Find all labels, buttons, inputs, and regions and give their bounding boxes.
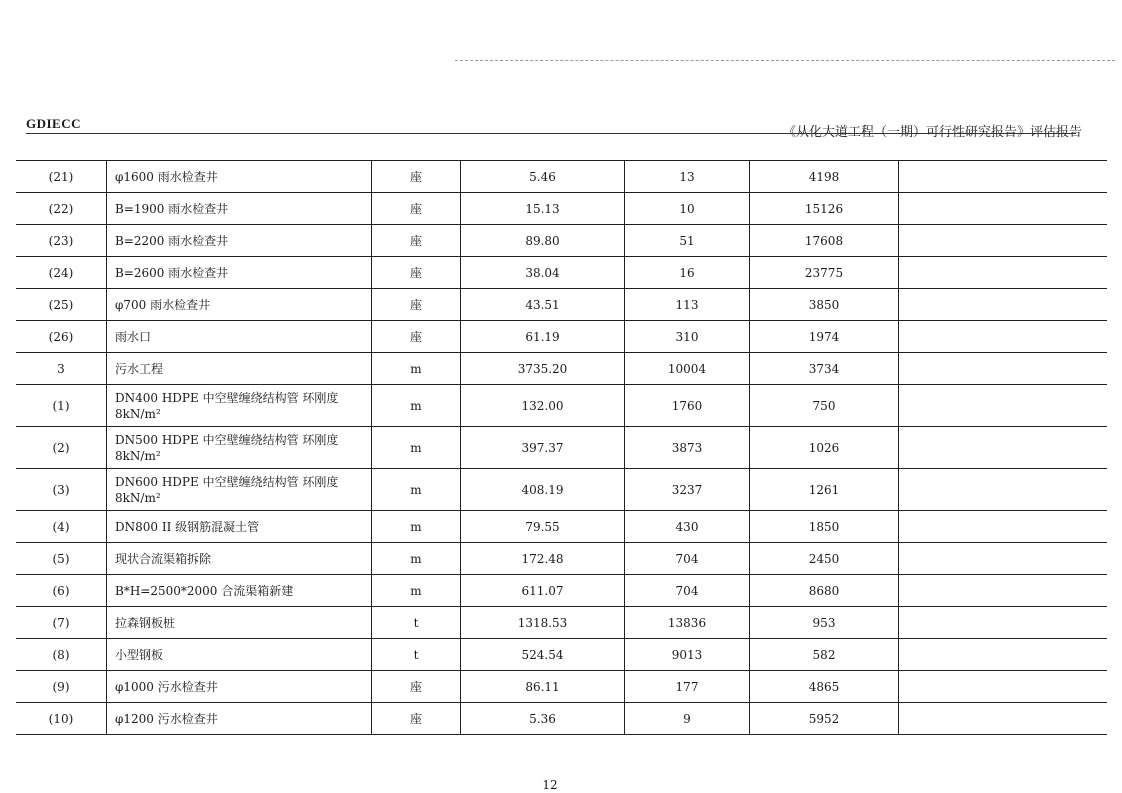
header-report-title: 《从化大道工程（一期）可行性研究报告》评估报告 bbox=[782, 125, 1082, 140]
item-name-cell: 拉森钢板桩 bbox=[107, 607, 372, 639]
unit-price-cell: 2450 bbox=[750, 543, 899, 575]
row-number-cell: (23) bbox=[16, 225, 107, 257]
table-row bbox=[16, 225, 1107, 257]
unit-price-cell: 953 bbox=[750, 607, 899, 639]
item-name-cell: B*H=2500*2000 合流渠箱新建 bbox=[107, 575, 372, 607]
table-row bbox=[16, 671, 1107, 703]
row-number-cell: (26) bbox=[16, 321, 107, 353]
row-number-cell: 3 bbox=[16, 353, 107, 385]
unit-price-cell: 3850 bbox=[750, 289, 899, 321]
header-rule bbox=[26, 133, 1076, 134]
quantity-cell: 113 bbox=[625, 289, 750, 321]
amount-cell: 79.55 bbox=[461, 511, 625, 543]
quantity-cell: 9 bbox=[625, 703, 750, 735]
amount-cell: 15.13 bbox=[461, 193, 625, 225]
row-number-cell: (10) bbox=[16, 703, 107, 735]
note-cell bbox=[899, 511, 1108, 543]
unit-price-cell: 1974 bbox=[750, 321, 899, 353]
table-row bbox=[16, 703, 1107, 735]
quantity-cell: 16 bbox=[625, 257, 750, 289]
item-name-cell: DN600 HDPE 中空壁缠绕结构管 环刚度 8kN/m² bbox=[107, 469, 372, 511]
unit-price-cell: 4865 bbox=[750, 671, 899, 703]
amount-cell: 43.51 bbox=[461, 289, 625, 321]
unit-price-cell: 582 bbox=[750, 639, 899, 671]
item-name-cell: 现状合流渠箱拆除 bbox=[107, 543, 372, 575]
quantity-cell: 177 bbox=[625, 671, 750, 703]
unit-price-cell: 15126 bbox=[750, 193, 899, 225]
quantity-cell: 10004 bbox=[625, 353, 750, 385]
table-row bbox=[16, 469, 1107, 511]
quantity-cell: 3873 bbox=[625, 427, 750, 469]
row-number-cell: (4) bbox=[16, 511, 107, 543]
quantity-cell: 51 bbox=[625, 225, 750, 257]
note-cell bbox=[899, 469, 1108, 511]
amount-cell: 5.46 bbox=[461, 161, 625, 193]
item-name-cell: 小型钢板 bbox=[107, 639, 372, 671]
item-name-cell: B=2200 雨水检查井 bbox=[107, 225, 372, 257]
unit-cell: m bbox=[372, 353, 461, 385]
note-cell bbox=[899, 543, 1108, 575]
unit-price-cell: 1261 bbox=[750, 469, 899, 511]
table-row bbox=[16, 161, 1107, 193]
amount-cell: 89.80 bbox=[461, 225, 625, 257]
note-cell bbox=[899, 607, 1108, 639]
row-number-cell: (3) bbox=[16, 469, 107, 511]
unit-cell: 座 bbox=[372, 703, 461, 735]
unit-cell: 座 bbox=[372, 321, 461, 353]
row-number-cell: (2) bbox=[16, 427, 107, 469]
amount-cell: 3735.20 bbox=[461, 353, 625, 385]
table-row bbox=[16, 427, 1107, 469]
table-row bbox=[16, 607, 1107, 639]
unit-cell: m bbox=[372, 511, 461, 543]
quantity-cell: 704 bbox=[625, 575, 750, 607]
unit-cell: m bbox=[372, 543, 461, 575]
note-cell bbox=[899, 193, 1108, 225]
amount-cell: 1318.53 bbox=[461, 607, 625, 639]
unit-price-cell: 8680 bbox=[750, 575, 899, 607]
item-name-cell: DN500 HDPE 中空壁缠绕结构管 环刚度 8kN/m² bbox=[107, 427, 372, 469]
unit-cell: 座 bbox=[372, 161, 461, 193]
item-name-cell: DN400 HDPE 中空壁缠绕结构管 环刚度 8kN/m² bbox=[107, 385, 372, 427]
note-cell bbox=[899, 639, 1108, 671]
note-cell bbox=[899, 289, 1108, 321]
row-number-cell: (21) bbox=[16, 161, 107, 193]
amount-cell: 397.37 bbox=[461, 427, 625, 469]
amount-cell: 38.04 bbox=[461, 257, 625, 289]
item-name-cell: B=2600 雨水检查井 bbox=[107, 257, 372, 289]
quantity-cell: 1760 bbox=[625, 385, 750, 427]
row-number-cell: (1) bbox=[16, 385, 107, 427]
quantity-cell: 13 bbox=[625, 161, 750, 193]
unit-price-cell: 3734 bbox=[750, 353, 899, 385]
table-row bbox=[16, 257, 1107, 289]
quantity-cell: 9013 bbox=[625, 639, 750, 671]
note-cell bbox=[899, 427, 1108, 469]
table-row bbox=[16, 321, 1107, 353]
row-number-cell: (9) bbox=[16, 671, 107, 703]
page-number: 12 bbox=[542, 778, 558, 792]
item-name-cell: φ1600 雨水检查井 bbox=[107, 161, 372, 193]
quantity-cell: 704 bbox=[625, 543, 750, 575]
note-cell bbox=[899, 671, 1108, 703]
unit-cell: t bbox=[372, 607, 461, 639]
item-name-cell: 污水工程 bbox=[107, 353, 372, 385]
note-cell bbox=[899, 353, 1108, 385]
unit-cell: m bbox=[372, 575, 461, 607]
item-name-cell: φ1200 污水检查井 bbox=[107, 703, 372, 735]
row-number-cell: (25) bbox=[16, 289, 107, 321]
quantity-cell: 430 bbox=[625, 511, 750, 543]
unit-cell: t bbox=[372, 639, 461, 671]
note-cell bbox=[899, 385, 1108, 427]
table-row bbox=[16, 289, 1107, 321]
quantity-cell: 10 bbox=[625, 193, 750, 225]
note-cell bbox=[899, 225, 1108, 257]
unit-cell: 座 bbox=[372, 225, 461, 257]
amount-cell: 611.07 bbox=[461, 575, 625, 607]
item-name-cell: 雨水口 bbox=[107, 321, 372, 353]
unit-cell: 座 bbox=[372, 193, 461, 225]
note-cell bbox=[899, 257, 1108, 289]
cost-table bbox=[16, 160, 1107, 735]
item-name-cell: DN800 II 级钢筋混凝土管 bbox=[107, 511, 372, 543]
amount-cell: 132.00 bbox=[461, 385, 625, 427]
amount-cell: 172.48 bbox=[461, 543, 625, 575]
row-number-cell: (6) bbox=[16, 575, 107, 607]
unit-cell: m bbox=[372, 469, 461, 511]
unit-price-cell: 750 bbox=[750, 385, 899, 427]
unit-price-cell: 5952 bbox=[750, 703, 899, 735]
row-number-cell: (22) bbox=[16, 193, 107, 225]
quantity-cell: 310 bbox=[625, 321, 750, 353]
unit-price-cell: 17608 bbox=[750, 225, 899, 257]
unit-cell: m bbox=[372, 385, 461, 427]
table-row bbox=[16, 193, 1107, 225]
note-cell bbox=[899, 321, 1108, 353]
row-number-cell: (5) bbox=[16, 543, 107, 575]
table-row bbox=[16, 385, 1107, 427]
amount-cell: 408.19 bbox=[461, 469, 625, 511]
note-cell bbox=[899, 161, 1108, 193]
row-number-cell: (8) bbox=[16, 639, 107, 671]
item-name-cell: B=1900 雨水检查井 bbox=[107, 193, 372, 225]
amount-cell: 86.11 bbox=[461, 671, 625, 703]
header-org: GDIECC bbox=[26, 116, 82, 131]
table-row bbox=[16, 575, 1107, 607]
unit-cell: m bbox=[372, 427, 461, 469]
table-row bbox=[16, 511, 1107, 543]
table-row bbox=[16, 353, 1107, 385]
unit-cell: 座 bbox=[372, 671, 461, 703]
cost-table-body bbox=[16, 161, 1107, 735]
note-cell bbox=[899, 703, 1108, 735]
unit-price-cell: 1026 bbox=[750, 427, 899, 469]
amount-cell: 524.54 bbox=[461, 639, 625, 671]
row-number-cell: (7) bbox=[16, 607, 107, 639]
item-name-cell: φ700 雨水检查井 bbox=[107, 289, 372, 321]
unit-price-cell: 4198 bbox=[750, 161, 899, 193]
row-number-cell: (24) bbox=[16, 257, 107, 289]
unit-cell: 座 bbox=[372, 289, 461, 321]
top-dashed-rule bbox=[455, 60, 1115, 61]
unit-price-cell: 23775 bbox=[750, 257, 899, 289]
table-row bbox=[16, 639, 1107, 671]
unit-cell: 座 bbox=[372, 257, 461, 289]
table-row bbox=[16, 543, 1107, 575]
quantity-cell: 3237 bbox=[625, 469, 750, 511]
note-cell bbox=[899, 575, 1108, 607]
unit-price-cell: 1850 bbox=[750, 511, 899, 543]
amount-cell: 61.19 bbox=[461, 321, 625, 353]
amount-cell: 5.36 bbox=[461, 703, 625, 735]
quantity-cell: 13836 bbox=[625, 607, 750, 639]
item-name-cell: φ1000 污水检查井 bbox=[107, 671, 372, 703]
